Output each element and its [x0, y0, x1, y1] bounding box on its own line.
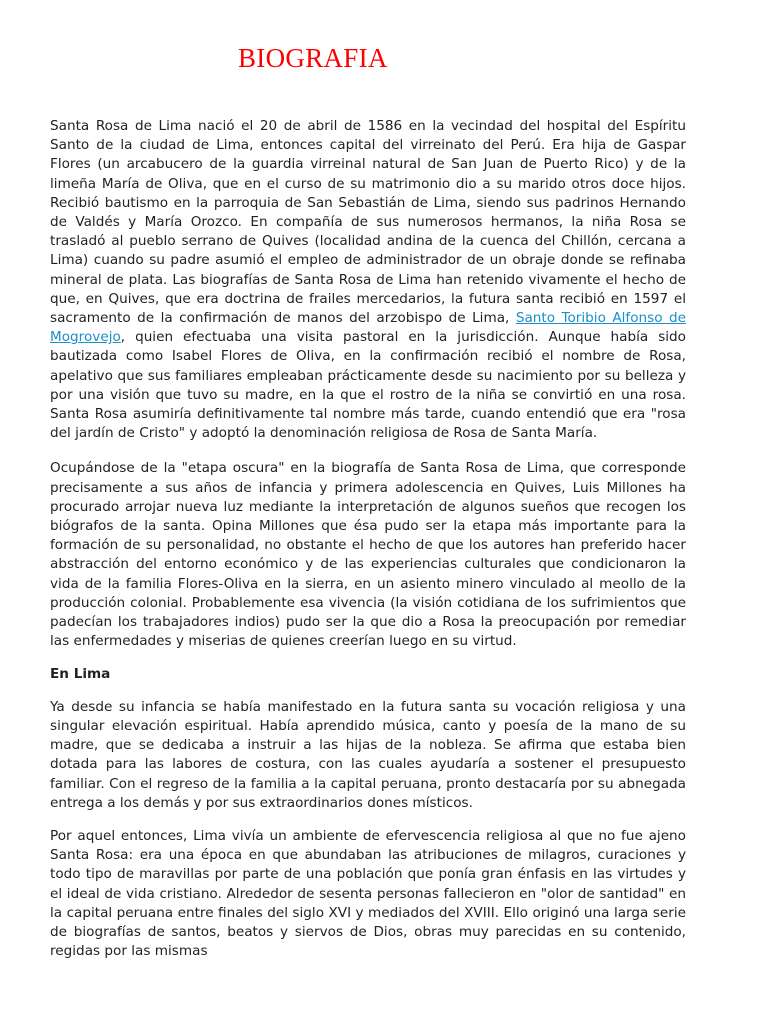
section-heading-en-lima: En Lima: [50, 666, 111, 683]
paragraph-lima-religiosa: Por aquel entonces, Lima vivía un ambiente de efervescencia religiosa al que no fue ajeno Santa Rosa: era una época en que abundaban las atribuciones de milagros, curaciones y todo tipo de maravillas por parte de una población que ponía gran énfasis en las virtudes y el ideal de vida cristiano. Alrededor de sesenta personas fallecieron en "olor de santidad" en la capital peruana entre finales del siglo XVI y mediados del XVIII. Ello originó una larga serie de biografías de santos, beatos y siervos de Dios, obras muy parecidas en su contenido, regidas por las mismas: [50, 827, 686, 960]
toribio-mogrovejo-link[interactable]: Santo Toribio Alfonso de Mogrovejo: [50, 310, 686, 346]
paragraph-etapa-oscura: Ocupándose de la "etapa oscura" en la biografía de Santa Rosa de Lima, que corresponde precisamente a sus años de infancia y primera adolescencia en Quives, Luis Millones ha procurado arrojar nueva luz mediante la interpretación de algunos sueños que recogen los biógrafos de la santa. Opina Millones que ésa pudo ser la etapa más importante para la formación de su personalidad, no obstante el hecho de que los autores han preferido hacer abstracción del entorno económico y de las experiencias culturales que condicionaron la vida de la familia Flores-Oliva en la sierra, en un asiento minero vinculado al meollo de la producción colonial. Probablemente esa vivencia (la visión cotidiana de los sufrimientos que padecían los trabajadores indios) pudo ser la que dio a Rosa la preocupación por remediar las enfermedades y miserias de quienes creerían luego en su virtud.: [50, 460, 686, 650]
paragraph-birth: [50, 117, 686, 443]
paragraph-birth-text-start: Santa Rosa de Lima nació el 20 de abril de 1586 en la vecindad del hospital del Espíritu Santo de la ciudad de Lima, entonces capital del virreinato del Perú. Era hija de Gaspar Flores (un arcabucero de la guardia virreinal natural de San Juan de Puerto Rico) y de la limeña María de Oliva, que en el curso de su matrimonio dio a su marido otros doce hijos. Recibió bautismo en la parroquia de San Sebastián de Lima, siendo sus padrinos Hernando de Valdés y María Orozco. En compañía de sus numerosos hermanos, la niña Rosa se trasladó al pueblo serrano de Quives (localidad andina de la cuenca del Chillón, cercana a Lima) cuando su padre asumió el empleo de administrador de un obraje donde se refinaba mineral de plata. Las biografías de Santa Rosa de Lima han retenido vivamente el hecho de que, en Quives, que era doctrina de frailes mercedarios, la futura santa recibió en 1597 el sacramento de la confirmación de manos del arzobispo de Lima,: [50, 118, 686, 327]
paragraph-vocacion: Ya desde su infancia se había manifestado en la futura santa su vocación religiosa y una singular elevación espiritual. Había aprendido música, canto y poesía de la mano de su madre, que se dedicaba a instruir a las hijas de la nobleza. Se afirma que estaba bien dotada para las labores de costura, con las cuales ayudaría a sostener el presupuesto familiar. Con el regreso de la familia a la capital peruana, pronto destacaría por su abnegada entrega a los demás y por sus extraordinarios dones místicos.: [50, 698, 686, 811]
paragraph-birth-text-end: , quien efectuaba una visita pastoral en la jurisdicción. Aunque había sido bautizada como Isabel Flores de Oliva, en la confirmación recibió el nombre de Rosa, apelativo que sus familiares empleaban prácticamente desde su nacimiento por su belleza y por una visión que tuvo su madre, en la que el rostro de la niña se convirtió en una rosa. Santa Rosa asumiría definitivamente tal nombre más tarde, cuando entendió que era "rosa del jardín de Cristo" y adoptó la denominación religiosa de Rosa de Santa María.: [50, 329, 686, 442]
page-title: BIOGRAFIA: [238, 43, 388, 73]
